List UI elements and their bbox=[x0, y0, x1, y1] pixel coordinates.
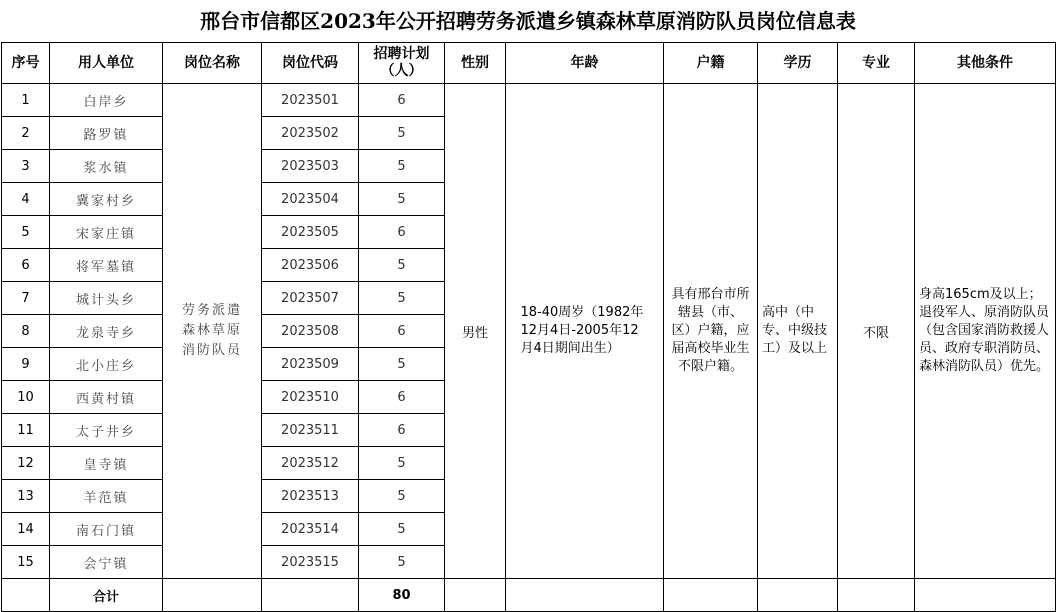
unit-cell: 路罗镇 bbox=[50, 117, 163, 150]
code-cell: 2023512 bbox=[262, 447, 359, 480]
seq-cell: 3 bbox=[2, 150, 50, 183]
code-cell: 2023509 bbox=[262, 348, 359, 381]
total-plan: 80 bbox=[359, 579, 445, 612]
unit-cell: 会宁镇 bbox=[50, 546, 163, 579]
code-cell: 2023504 bbox=[262, 183, 359, 216]
plan-cell: 5 bbox=[359, 249, 445, 282]
plan-cell: 5 bbox=[359, 546, 445, 579]
header-age: 年龄 bbox=[506, 43, 664, 84]
seq-cell: 8 bbox=[2, 315, 50, 348]
unit-cell: 南石门镇 bbox=[50, 513, 163, 546]
seq-cell: 13 bbox=[2, 480, 50, 513]
code-cell: 2023503 bbox=[262, 150, 359, 183]
total-empty-cell bbox=[915, 579, 1056, 612]
seq-cell: 14 bbox=[2, 513, 50, 546]
header-other: 其他条件 bbox=[915, 43, 1056, 84]
unit-cell: 冀家村乡 bbox=[50, 183, 163, 216]
seq-cell: 12 bbox=[2, 447, 50, 480]
total-empty-cell bbox=[2, 579, 50, 612]
code-cell: 2023502 bbox=[262, 117, 359, 150]
plan-cell: 6 bbox=[359, 84, 445, 117]
seq-cell: 6 bbox=[2, 249, 50, 282]
plan-cell: 6 bbox=[359, 315, 445, 348]
unit-cell: 太子井乡 bbox=[50, 414, 163, 447]
unit-cell: 皇寺镇 bbox=[50, 447, 163, 480]
plan-cell: 5 bbox=[359, 150, 445, 183]
header-post-code: 岗位代码 bbox=[262, 43, 359, 84]
header-major: 专业 bbox=[838, 43, 915, 84]
seq-cell: 9 bbox=[2, 348, 50, 381]
unit-cell: 羊范镇 bbox=[50, 480, 163, 513]
unit-cell: 北小庄乡 bbox=[50, 348, 163, 381]
plan-cell: 5 bbox=[359, 183, 445, 216]
seq-cell: 15 bbox=[2, 546, 50, 579]
code-cell: 2023506 bbox=[262, 249, 359, 282]
hukou-cell bbox=[664, 84, 758, 579]
header-row bbox=[2, 43, 1056, 84]
code-cell: 2023515 bbox=[262, 546, 359, 579]
recruitment-table bbox=[1, 42, 1056, 612]
total-empty-cell bbox=[163, 579, 262, 612]
header-post-name: 岗位名称 bbox=[163, 43, 262, 84]
header-plan: 招聘计划（人） bbox=[359, 43, 445, 84]
total-empty-cell bbox=[758, 579, 838, 612]
plan-cell: 5 bbox=[359, 282, 445, 315]
age-text: 18-40周岁（1982年12月4日-2005年12月4日期间出生） bbox=[520, 305, 644, 356]
seq-cell: 10 bbox=[2, 381, 50, 414]
total-empty-cell bbox=[506, 579, 664, 612]
seq-cell: 7 bbox=[2, 282, 50, 315]
header-gender: 性别 bbox=[445, 43, 506, 84]
education-text: 高中（中专、中级技工）及以上 bbox=[762, 305, 828, 356]
plan-cell: 5 bbox=[359, 117, 445, 150]
code-cell: 2023505 bbox=[262, 216, 359, 249]
other-text: 身高165cm及以上；退役军人、原消防队员（包含国家消防救援人员、政府专职消防员、森林消防队员）优先。 bbox=[919, 287, 1050, 374]
total-label: 合计 bbox=[50, 579, 163, 612]
total-empty-cell bbox=[664, 579, 758, 612]
header-seq: 序号 bbox=[2, 43, 50, 84]
unit-cell: 城计头乡 bbox=[50, 282, 163, 315]
plan-cell: 6 bbox=[359, 216, 445, 249]
plan-cell: 5 bbox=[359, 348, 445, 381]
code-cell: 2023511 bbox=[262, 414, 359, 447]
seq-cell: 11 bbox=[2, 414, 50, 447]
code-cell: 2023508 bbox=[262, 315, 359, 348]
code-cell: 2023501 bbox=[262, 84, 359, 117]
plan-cell: 5 bbox=[359, 513, 445, 546]
plan-cell: 6 bbox=[359, 381, 445, 414]
other-cell bbox=[915, 84, 1056, 579]
unit-cell: 浆水镇 bbox=[50, 150, 163, 183]
page-title: 邢台市信都区2023年公开招聘劳务派遣乡镇森林草原消防队员岗位信息表 bbox=[200, 9, 856, 33]
header-unit: 用人单位 bbox=[50, 43, 163, 84]
seq-cell: 1 bbox=[2, 84, 50, 117]
major-cell: 不限 bbox=[838, 84, 915, 579]
education-cell bbox=[758, 84, 838, 579]
unit-cell: 将军墓镇 bbox=[50, 249, 163, 282]
total-row bbox=[2, 579, 1056, 612]
seq-cell: 5 bbox=[2, 216, 50, 249]
table-row bbox=[2, 84, 1056, 117]
unit-cell: 宋家庄镇 bbox=[50, 216, 163, 249]
unit-cell: 龙泉寺乡 bbox=[50, 315, 163, 348]
unit-cell: 西黄村镇 bbox=[50, 381, 163, 414]
plan-cell: 5 bbox=[359, 480, 445, 513]
plan-cell: 6 bbox=[359, 414, 445, 447]
unit-cell: 白岸乡 bbox=[50, 84, 163, 117]
seq-cell: 4 bbox=[2, 183, 50, 216]
gender-cell: 男性 bbox=[445, 84, 506, 579]
post-name-text: 劳务派遣森林草原消防队员 bbox=[181, 303, 242, 358]
code-cell: 2023513 bbox=[262, 480, 359, 513]
seq-cell: 2 bbox=[2, 117, 50, 150]
code-cell: 2023514 bbox=[262, 513, 359, 546]
code-cell: 2023507 bbox=[262, 282, 359, 315]
header-hukou: 户籍 bbox=[664, 43, 758, 84]
plan-cell: 5 bbox=[359, 447, 445, 480]
post-name-cell bbox=[163, 84, 262, 579]
hukou-text: 具有邢台市所辖县（市、区）户籍，应届高校毕业生不限户籍。 bbox=[671, 287, 750, 374]
total-empty-cell bbox=[445, 579, 506, 612]
header-education: 学历 bbox=[758, 43, 838, 84]
code-cell: 2023510 bbox=[262, 381, 359, 414]
age-cell bbox=[506, 84, 664, 579]
total-empty-cell bbox=[838, 579, 915, 612]
total-empty-cell bbox=[262, 579, 359, 612]
